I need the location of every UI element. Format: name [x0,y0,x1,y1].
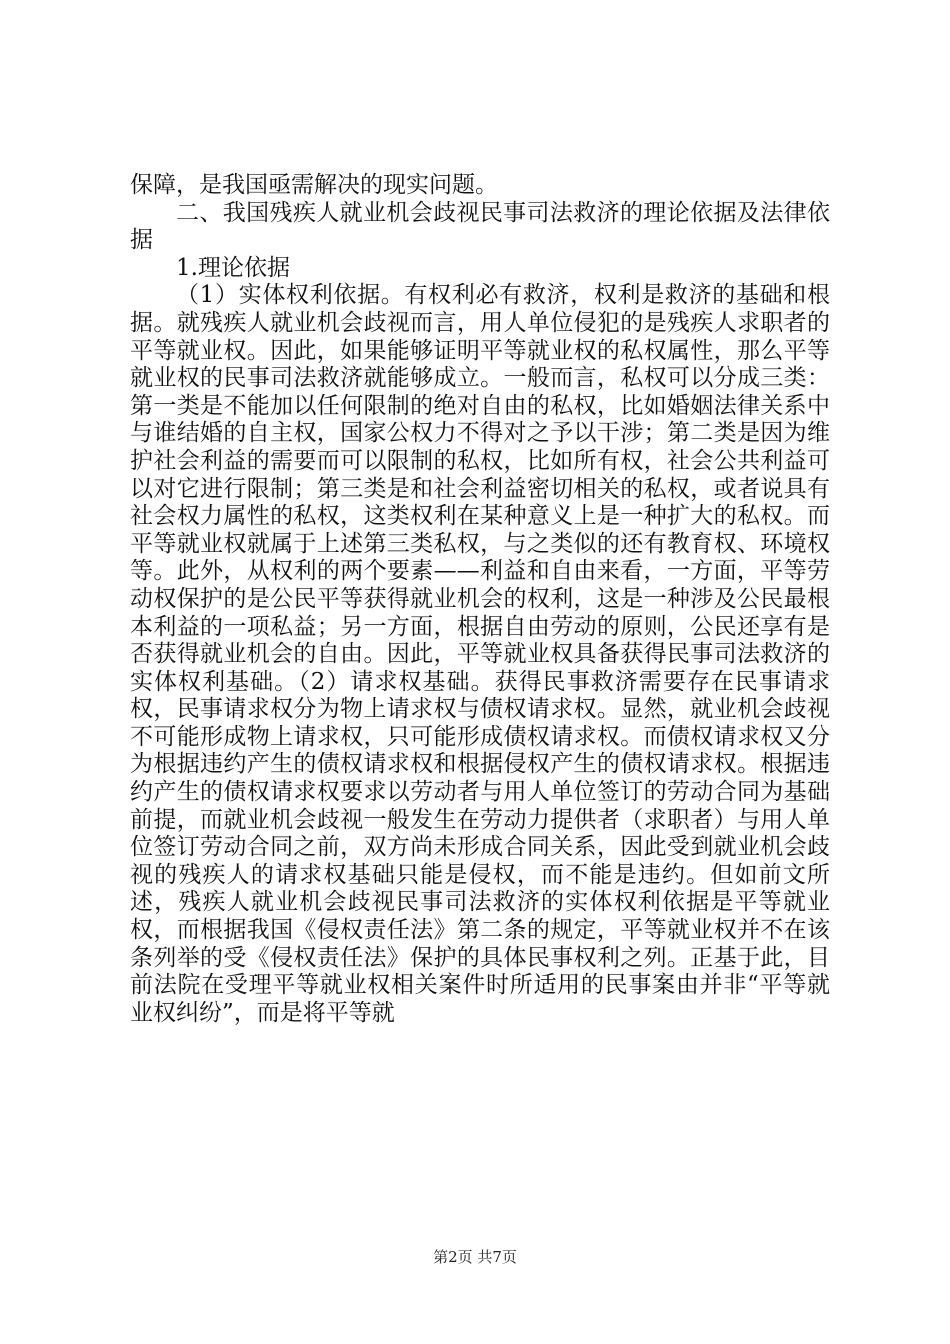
body-paragraph: （1）实体权利依据。有权利必有救济，权利是救济的基础和根据。就残疾人就业机会歧视而言，用人单位侵犯的是残疾人求职者的平等就业权。因此，如果能够证明平等就业权的私权属性，那么平等就业权的民事司法救济就能够成立。一般而言，私权可以分成三类：第一类是不能加以任何限制的绝对自由的私权，比如婚姻法律关系中与谁结婚的自主权，国家公权力不得对之予以干涉；第二类是因为维护社会利益的需要而可以限制的私权，比如所有权，社会公共利益可以对它进行限制；第三类是和社会利益密切相关的私权，或者说具有社会权力属性的私权，这类权利在某种意义上是一种扩大的私权。而平等就业权就属于上述第三类私权，与之类似的还有教育权、环境权等。此外，从权利的两个要素——利益和自由来看，一方面，平等劳动权保护的是公民平等获得就业机会的权利，这是一种涉及公民最根本利益的一项私益；另一方面，根据自由劳动的原则，公民还享有是否获得就业机会的自由。因此，平等就业权具备获得民事司法救济的实体权利基础。（2）请求权基础。获得民事救济需要存在民事请求权，民事请求权分为物上请求权与债权请求权。显然，就业机会歧视不可能形成物上请求权，只可能形成债权请求权。而债权请求权又分为根据违约产生的债权请求权和根据侵权产生的债权请求权。根据违约产生的债权请求权要求以劳动者与用人单位签订的劳动合同为基础前提，而就业机会歧视一般发生在劳动力提供者（求职者）与用人单位签订劳动合同之前，双方尚未形成合同关系，因此受到就业机会歧视的残疾人的请求权基础只能是侵权，而不能是违约。但如前文所述，残疾人就业机会歧视民事司法救济的实体权利依据是平等就业权，而根据我国《侵权责任法》第二条的规定，平等就业权并不在该条列举的受《侵权责任法》保护的具体民事权利之列。正基于此，目前法院在受理平等就业权相关案件时所适用的民事案由并非“平等就业权纠纷”，而是将平等就 [130,282,830,1026]
paragraph-continuation: 保障，是我国亟需解决的现实问题。 [130,172,498,198]
document-body [130,172,830,1027]
page-footer [0,1246,950,1267]
section-heading: 二、我国残疾人就业机会歧视民事司法救济的理论依据及法律依据 [130,199,830,254]
subsection-heading: 1.理论依据 [176,254,290,281]
page-number: 第2页 共7页 [433,1248,517,1266]
